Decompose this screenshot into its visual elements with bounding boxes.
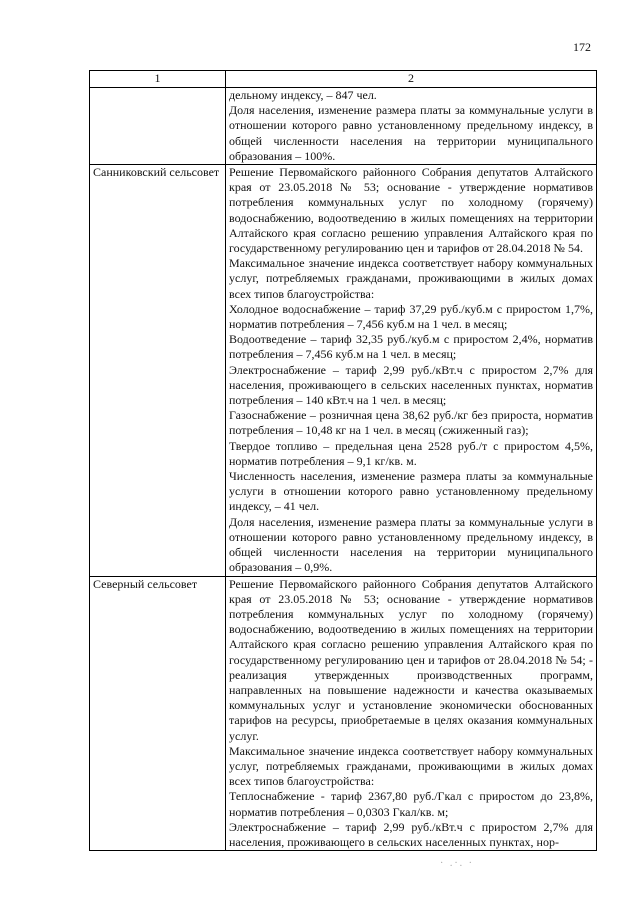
paragraph: Холодное водоснабжение – тариф 37,29 руб./куб.м с приростом 1,7%, норматив потребления – 7,456 куб.м на 1 чел. в месяц;: [229, 301, 593, 332]
table-row: [90, 165, 597, 576]
paragraph: Водоотведение – тариф 32,35 руб./куб.м с приростом 2,4%, норматив потребления – 7,456 куб.м на 1 чел. в месяц;: [229, 332, 593, 362]
column-header-2: 2: [226, 71, 597, 88]
table-row: [90, 576, 597, 851]
row-content: [226, 165, 597, 576]
paragraph: Газоснабжение – розничная цена 38,62 руб./кг без прироста, норматив потребления – 10,48 кг на 1 чел. в месяц (сжиженный газ);: [229, 408, 593, 438]
scan-speckle: · .·. ·: [440, 858, 474, 869]
paragraph: Доля населения, изменение размера платы за коммунальные услуги в отношении которого равно установленному предельному индексу, в общей численности населения на территории муниципального образования – 0,9%.: [229, 514, 593, 575]
paragraph: Электроснабжение – тариф 2,99 руб./кВт.ч с приростом 2,7% для населения, проживающего в сельских населенных пунктах, норматив потребления – 140 кВт.ч на 1 чел. в месяц;: [229, 362, 593, 408]
municipality-name: Северный сельсовет: [90, 576, 226, 851]
table-row: [90, 88, 597, 165]
paragraph: Решение Первомайского районного Собрания депутатов Алтайского края от 23.05.2018 № 53; основание - утверждение нормативов потребления коммунальных услуг по холодному (горячему) водоснабжению, водоотведению в жилых помещениях на территории Алтайского края согласно решению управления Алтайского края по государственному регулированию цен и тарифов от 28.04.2018 № 54; - реализация утвержденных производственных программ, направленных на повышение надежности и качества оказываемых коммунальных услуг и установление экономически обоснованных тарифов на ресурсы, приобретаемые в целях оказания коммунальных услуг.: [229, 576, 593, 743]
row-content: [226, 576, 597, 851]
paragraph: Численность населения, изменение размера платы за коммунальные услуги в отношении которого равно установленному предельному индексу, – 41 чел.: [229, 469, 593, 514]
municipality-name: Санниковский сельсовет: [90, 165, 226, 576]
paragraph: Максимальное значение индекса соответствует набору коммунальных услуг, потребляемых гражданами, проживающими в жилых домах всех типов благоустройства:: [229, 743, 593, 789]
row-content: [226, 88, 597, 165]
column-header-1: 1: [90, 71, 226, 88]
page-number: 172: [573, 40, 591, 54]
paragraph: дельному индексу, – 847 чел.: [229, 88, 377, 102]
paragraph: Электроснабжение – тариф 2,99 руб./кВт.ч с приростом 2,7% для населения, проживающего в сельских населенных пунктах, нор-: [229, 819, 593, 849]
paragraph: Доля населения, изменение размера платы за коммунальные услуги в отношении которого равно установленному предельному индексу, в общей численности населения на территории муниципального образования – 100%.: [229, 103, 593, 163]
paragraph: Теплоснабжение - тариф 2367,80 руб./Гкал с приростом до 23,8%, норматив потребления – 0,0303 Гкал/кв. м;: [229, 789, 593, 819]
paragraph: Твердое топливо – предельная цена 2528 руб./т с приростом 4,5%, норматив потребления – 9,1 кг/кв. м.: [229, 438, 593, 468]
paragraph: Максимальное значение индекса соответствует набору коммунальных услуг, потребляемых гражданами, проживающими в жилых домах всех типов благоустройства:: [229, 256, 593, 301]
municipality-name: [90, 88, 226, 165]
paragraph: Решение Первомайского районного Собрания депутатов Алтайского края от 23.05.2018 № 53; основание - утверждение нормативов потребления коммунальных услуг по холодному (горячему) водоснабжению, водоотведению в жилых помещениях на территории Алтайского края согласно решению управления Алтайского края по государственному регулированию цен и тарифов от 28.04.2018 № 54.: [229, 165, 593, 256]
tariff-table: [89, 70, 597, 851]
table-header-row: [90, 71, 597, 88]
